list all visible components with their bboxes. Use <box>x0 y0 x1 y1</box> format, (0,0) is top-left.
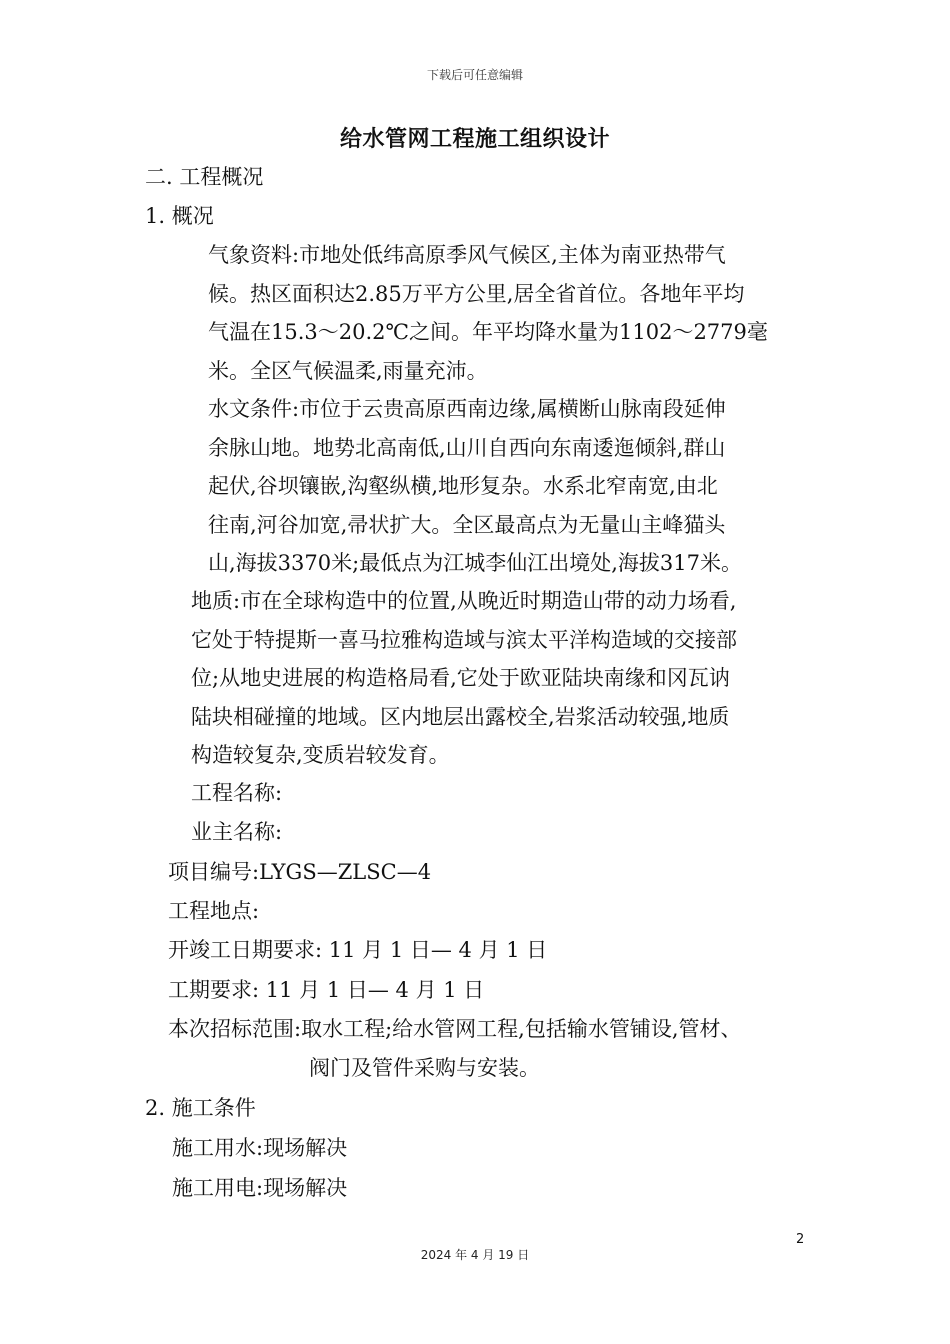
page-number: 2 <box>796 1232 805 1247</box>
bid-scope-line: 本次招标范围:取水工程;给水管网工程,包括输水管铺设,管材、 <box>168 1017 742 1041</box>
geology-line: 陆块相碰撞的地域。区内地层出露校全,岩浆活动较强,地质 <box>191 704 730 729</box>
subsection-heading-conditions: 2. 施工条件 <box>145 1096 256 1120</box>
climate-paragraph <box>208 236 808 390</box>
construction-power-field: 施工用电:现场解决 <box>172 1176 348 1200</box>
hydrology-line: 起伏,谷坝镶嵌,沟壑纵横,地形复杂。水系北窄南宽,由北 <box>208 474 718 499</box>
subsection-heading-overview: 1. 概况 <box>145 204 214 228</box>
geology-line: 它处于特提斯一喜马拉雅构造域与滨太平洋构造域的交接部 <box>191 627 737 652</box>
duration-field: 工期要求: 11 月 1 日— 4 月 1 日 <box>168 978 485 1002</box>
section-heading: 二. 工程概况 <box>145 165 264 189</box>
hydrology-line: 水文条件:市位于云贵高原西南边缘,属横断山脉南段延伸 <box>208 397 726 421</box>
owner-name-field: 业主名称: <box>191 820 283 844</box>
project-location-field: 工程地点: <box>168 899 260 923</box>
climate-line: 气温在15.3～20.2℃之间。年平均降水量为1102～2779毫 <box>208 320 768 345</box>
page-header: 下载后可任意编辑 <box>426 68 523 82</box>
hydrology-line: 余脉山地。地势北高南低,山川自西向东南逶迤倾斜,群山 <box>208 435 726 460</box>
hydrology-line: 山,海拔3370米;最低点为江城李仙江出境处,海拔317米。 <box>208 551 742 576</box>
geology-paragraph <box>191 582 811 775</box>
hydrology-paragraph <box>208 390 808 583</box>
climate-line: 气象资料:市地处低纬高原季风气候区,主体为南亚热带气 <box>208 243 726 267</box>
geology-line: 位;从地史进展的构造格局看,它处于欧亚陆块南缘和冈瓦讷 <box>191 666 730 691</box>
geology-line: 地质:市在全球构造中的位置,从晚近时期造山带的动力场看, <box>191 589 737 613</box>
hydrology-line: 往南,河谷加宽,帚状扩大。全区最高点为无量山主峰猫头 <box>208 512 726 537</box>
climate-line: 候。热区面积达2.85万平方公里,居全省首位。各地年平均 <box>208 281 745 306</box>
footer-date: 2024 年 4 月 19 日 <box>420 1248 530 1262</box>
document-title: 给水管网工程施工组织设计 <box>339 126 610 152</box>
project-name-field: 工程名称: <box>191 781 283 805</box>
geology-line: 构造较复杂,变质岩较发育。 <box>191 743 450 768</box>
bid-scope-line-continued: 阀门及管件采购与安装。 <box>309 1056 540 1080</box>
construction-water-field: 施工用水:现场解决 <box>172 1136 348 1160</box>
climate-line: 米。全区气候温柔,雨量充沛。 <box>208 358 488 383</box>
project-code-field: 项目编号:LYGS—ZLSC—4 <box>168 860 432 884</box>
schedule-field: 开竣工日期要求: 11 月 1 日— 4 月 1 日 <box>168 938 548 962</box>
